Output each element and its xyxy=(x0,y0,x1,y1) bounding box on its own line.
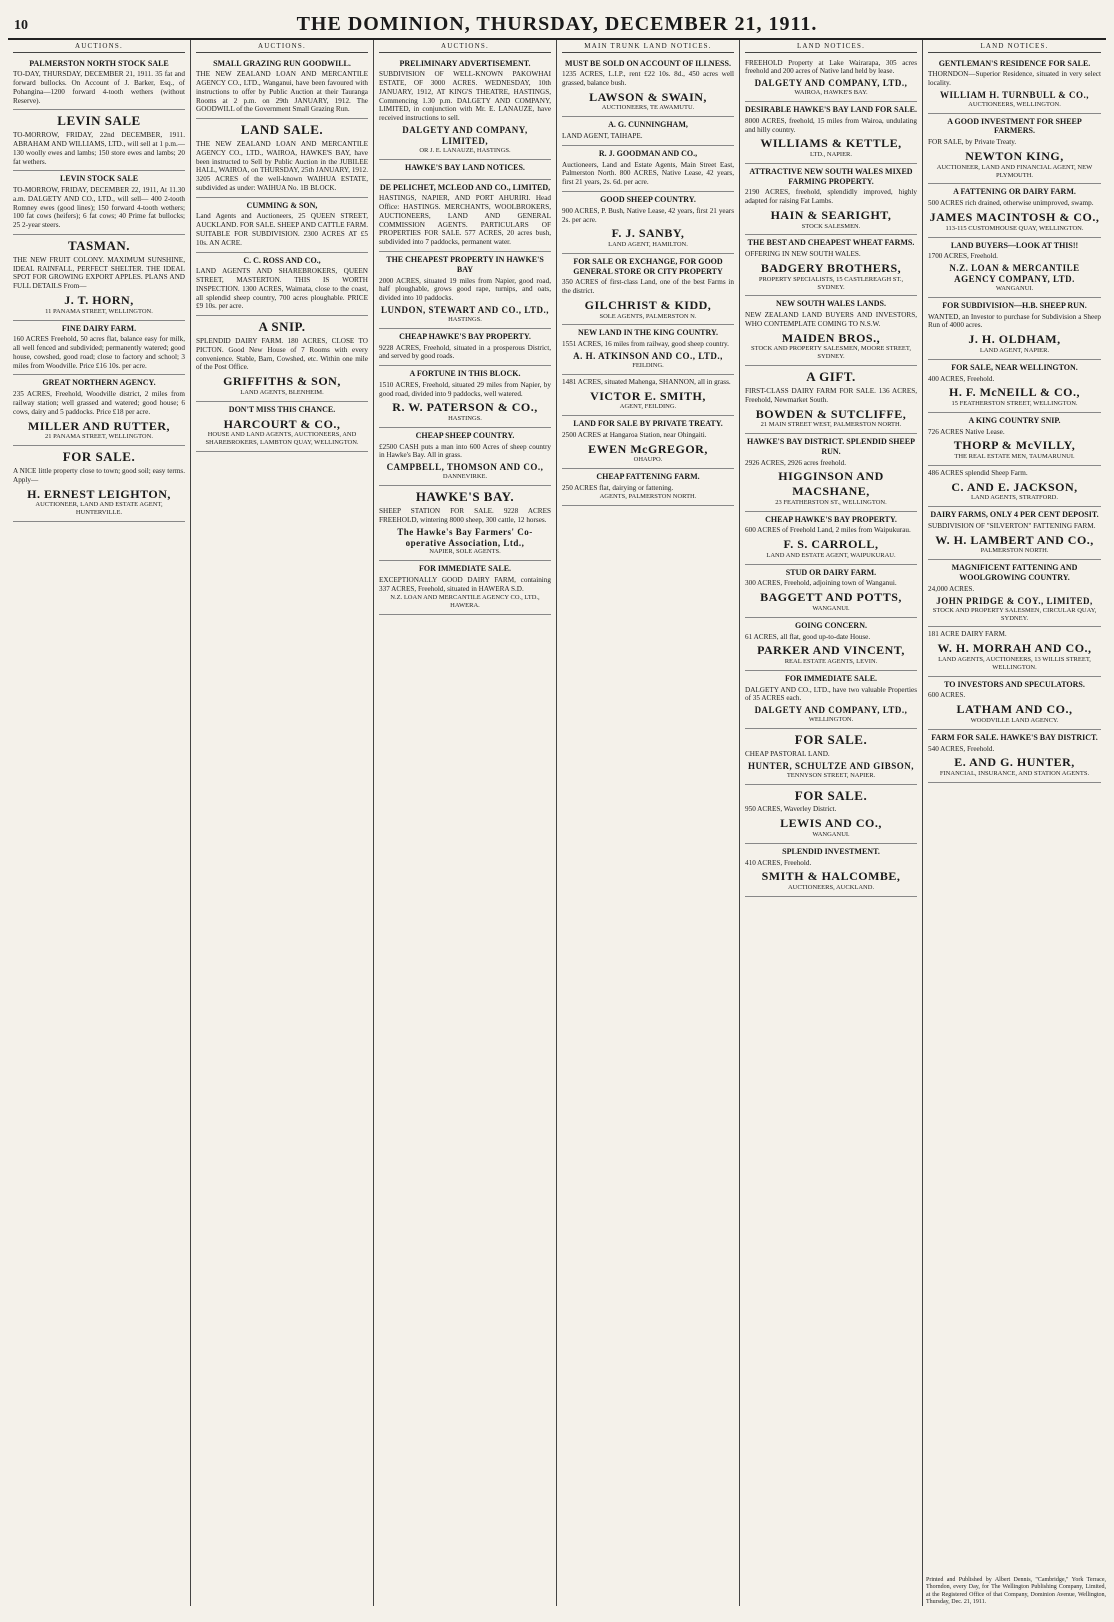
advertisement xyxy=(562,325,734,374)
advertisement xyxy=(745,512,917,565)
ad-title: HAWKE'S BAY LAND NOTICES. xyxy=(405,162,525,172)
ad-firm-name: JOHN PRIDGE & COY., LIMITED, xyxy=(936,595,1093,606)
columns xyxy=(8,40,1106,1606)
ad-body: OFFERING IN NEW SOUTH WALES. xyxy=(745,250,861,259)
advertisement xyxy=(562,469,734,505)
ad-body: 600 ACRES. xyxy=(928,691,966,700)
ad-firm-name: DALGETY AND COMPANY, LTD., xyxy=(754,78,908,89)
ad-firm-name: J. H. OLDHAM, xyxy=(968,332,1061,347)
advertisement xyxy=(13,446,185,522)
advertisement xyxy=(745,729,917,785)
advertisement xyxy=(379,366,551,428)
advertisement xyxy=(379,329,551,366)
ad-title: GOOD SHEEP COUNTRY. xyxy=(600,195,696,205)
advertisement xyxy=(928,238,1101,298)
ad-title: DE PELICHET, MCLEOD AND CO., LIMITED, xyxy=(379,182,551,192)
ad-title: FOR SALE. xyxy=(62,449,136,465)
advertisement xyxy=(379,428,551,486)
ad-title: CHEAP FATTENING FARM. xyxy=(596,472,700,482)
advertisement xyxy=(928,184,1101,237)
ad-firm-name: LAWSON & SWAIN, xyxy=(589,89,707,104)
ad-body: SHEEP STATION FOR SALE. 9228 ACRES FREEHOLD, wintering 8000 sheep, 300 cattle, 12 horses. xyxy=(379,506,551,524)
ad-title: SPLENDID INVESTMENT. xyxy=(782,846,880,856)
ad-firm-name: W. H. LAMBERT AND CO., xyxy=(935,532,1094,547)
advertisement xyxy=(562,416,734,469)
advertisement xyxy=(13,235,185,321)
ad-address: WAIROA, HAWKE'S BAY. xyxy=(794,89,868,97)
ad-body: Land Agents and Auctioneers, 25 QUEEN STREET, AUCKLAND. FOR SALE. SHEEP AND CATTLE FARM. SUITABLE FOR SUBDIVISION. 2300 ACRES AT £5 10s. AN ACRE. xyxy=(196,212,368,247)
ad-body: SUBDIVISION OF WELL-KNOWN PAKOWHAI ESTATE, OF 3000 ACRES. WEDNESDAY, 10th JANUARY, 1912, AT KING'S THEATRE, HASTINGS, Commencing 1.30 p.m. DALGETY AND COMPANY, LIMITED, in conjunction with Mr. E. LANAUZE, have received instructions to sell. xyxy=(379,70,551,123)
ad-body: CHEAP PASTORAL LAND. xyxy=(745,749,830,758)
ad-address: N.Z. LOAN AND MERCANTILE AGENCY CO., LTD., HAWERA. xyxy=(390,593,540,609)
advertisement xyxy=(745,844,917,897)
advertisement xyxy=(928,114,1101,185)
ad-firm-name: E. AND G. HUNTER, xyxy=(954,755,1075,770)
advertisement xyxy=(196,119,368,198)
ad-firm-name: HIGGINSON AND MACSHANE, xyxy=(778,469,884,499)
advertisement xyxy=(928,56,1101,114)
advertisement xyxy=(562,146,734,192)
ad-title: SMALL GRAZING RUN GOODWILL. xyxy=(213,58,351,68)
ad-body: 250 ACRES flat, dairying or fattening. xyxy=(562,484,674,493)
ad-firm-name: R. W. PATERSON & CO., xyxy=(392,400,538,415)
ad-body: 1700 ACRES, Freehold. xyxy=(928,252,998,261)
ad-body: A NICE little property close to town; good soil; easy terms. Apply— xyxy=(13,466,185,484)
ad-title: THE CHEAPEST PROPERTY IN HAWKE'S BAY xyxy=(386,255,544,274)
ad-address: 15 FEATHERSTON STREET, WELLINGTON. xyxy=(951,399,1078,407)
ad-firm-name: The Hawke's Bay Farmers' Co-operative Association, Ltd., xyxy=(397,526,533,548)
advertisement xyxy=(379,160,551,180)
ad-body: 540 ACRES, Freehold. xyxy=(928,744,995,753)
ad-title: LAND SALE. xyxy=(240,122,324,138)
ad-firm-name: BOWDEN & SUTCLIFFE, xyxy=(755,406,907,421)
ad-address: 113-115 CUSTOMHOUSE QUAY, WELLINGTON. xyxy=(945,224,1084,232)
ad-body: HASTINGS, NAPIER, AND PORT AHURIRI. Head Office: HASTINGS. MERCHANTS, WOOLBROKERS, AUCTIONEERS, LAND AND GENERAL COMMISSION AGENTS. PARTICULARS OF PROPERTIES FOR SALE. 577 ACRES, 20 acres bush, subdivided into 7 paddocks, permanent water. xyxy=(379,194,551,247)
ad-address: FINANCIAL, INSURANCE, AND STATION AGENTS. xyxy=(939,769,1090,777)
ad-firm-name: DALGETY AND COMPANY, LIMITED, xyxy=(402,124,528,146)
ad-body: 160 ACRES Freehold, 50 acres flat, balance easy for milk, all well fenced and subdivided; permanently watered; good house, cowshed, good road; close to factory and school; 3 miles from Woodville. Price £16 10s. per acre. xyxy=(13,335,185,370)
ad-title: ATTRACTIVE NEW SOUTH WALES MIXED FARMING PROPERTY. xyxy=(749,166,913,186)
ad-address: AGENTS, PALMERSTON NORTH. xyxy=(599,492,697,500)
ad-body: LAND AGENT, TAIHAPE. xyxy=(562,132,643,141)
ad-body: EXCEPTIONALLY GOOD DAIRY FARM, containing 337 ACRES, Freehold, situated in HAWERA S.D. xyxy=(379,576,551,593)
advertisement xyxy=(745,618,917,671)
newspaper-page xyxy=(8,8,1106,1606)
ad-title: DESIRABLE HAWKE'S BAY LAND FOR SALE. xyxy=(745,104,917,114)
ad-firm-name: WILLIAM H. TURNBULL & CO., xyxy=(939,89,1090,100)
ad-firm-name: J. T. HORN, xyxy=(64,293,134,308)
ad-title: FOR IMMEDIATE SALE. xyxy=(418,564,512,574)
advertisement xyxy=(745,296,917,366)
ad-body: 900 ACRES, P. Bush, Native Lease, 42 years, first 21 years 2s. per acre. xyxy=(562,206,734,224)
advertisement xyxy=(928,627,1101,676)
ad-firm-name: JAMES MACINTOSH & CO., xyxy=(929,210,1100,225)
ad-body: TO-MORROW, FRIDAY, DECEMBER 22, 1911, At 11.30 a.m. DALGETY AND CO., LTD., will sell— 400 2-tooth Romney ewes (good lines); 150 forward 4-tooth wethers; 100 fat cows (heifers); 6 fat cows; 40 Prime fat bullocks; 25 2-year steers. xyxy=(13,186,185,230)
ad-title: NEW SOUTH WALES LANDS. xyxy=(776,299,886,309)
ad-body: 1481 ACRES, situated Mahenga, SHANNON, all in grass. xyxy=(562,377,731,386)
ad-body: 235 ACRES, Freehold, Woodville district, 2 miles from railway station; well grassed and watered; good house; 6 cows, dairy and 5 paddocks. Price £18 per acre. xyxy=(13,390,185,416)
advertisement xyxy=(562,192,734,254)
ad-title: MAGNIFICENT FATTENING AND WOOLGROWING COUNTRY. xyxy=(951,563,1078,583)
ad-body: 2500 ACRES at Hangaroa Station, near Ohingaiti. xyxy=(562,430,707,439)
ad-body: TO-MORROW, FRIDAY, 22nd DECEMBER, 1911. ABRAHAM AND WILLIAMS, LTD., will sell at 1 p.m.— 130 woolly ewes and lambs; 150 store ewes and lambs; 20 fat wethers. xyxy=(13,131,185,166)
advertisement xyxy=(196,402,368,452)
advertisement xyxy=(13,321,185,376)
advertisement xyxy=(196,316,368,402)
ad-body: LAND AGENTS AND SHAREBROKERS, QUEEN STREET, MASTERTON. THIS IS WORTH INSPECTION. 1300 ACRES, Waimata, close to the coast, all splendid sheep country, 700 acres ploughable. PRICE £9 10s. per acre. xyxy=(196,267,368,311)
ad-title: CUMMING & SON, xyxy=(246,200,318,210)
ad-firm-name: F. S. CARROLL, xyxy=(783,537,879,552)
ad-address: STOCK AND PROPERTY SALESMEN, CIRCULAR QUAY, SYDNEY. xyxy=(932,606,1097,622)
ad-title: FOR SALE OR EXCHANGE, FOR GOOD GENERAL STORE OR CITY PROPERTY xyxy=(573,256,723,276)
ad-address: STOCK SALESMEN. xyxy=(801,222,861,230)
ad-title: A. G. CUNNINGHAM, xyxy=(608,120,688,130)
advertisement xyxy=(379,56,551,160)
ad-address: AUCTIONEERS, WELLINGTON. xyxy=(968,100,1061,108)
ad-address: HASTINGS. xyxy=(448,415,482,422)
ad-title: NEW LAND IN THE KING COUNTRY. xyxy=(577,328,719,338)
ad-body: 181 ACRE DAIRY FARM. xyxy=(928,630,1007,639)
ad-title: A SNIP. xyxy=(258,319,306,335)
ad-body: 726 ACRES Native Lease. xyxy=(928,427,1005,436)
ad-address: LAND AGENT, NAPIER. xyxy=(979,346,1050,354)
ad-title: GOING CONCERN. xyxy=(794,620,867,630)
page-number: 10 xyxy=(14,18,28,33)
ad-address: HASTINGS. xyxy=(448,315,482,323)
advertisement xyxy=(745,671,917,729)
advertisement xyxy=(928,413,1101,466)
ad-title: DAIRY FARMS, ONLY 4 PER CENT DEPOSIT. xyxy=(930,510,1099,520)
ad-title: A GOOD INVESTMENT FOR SHEEP FARMERS. xyxy=(947,116,1082,136)
ad-title: THE BEST AND CHEAPEST WHEAT FARMS. xyxy=(747,238,915,248)
ad-body: 2926 ACRES, 2926 acres freehold. xyxy=(745,458,847,467)
ad-body: 1235 ACRES, L.I.P., rent £22 10s. 8d., 450 acres well grassed, balance bush. xyxy=(562,70,734,88)
advertisement xyxy=(745,785,917,844)
ad-address: AUCTIONEERS, AUCKLAND. xyxy=(787,883,875,891)
column-heading: AUCTIONS. xyxy=(13,42,185,53)
ad-firm-name: H. F. McNEILL & CO., xyxy=(949,385,1080,400)
ad-address: LAND AGENTS, STRATFORD. xyxy=(970,494,1059,502)
ad-firm-name: A. H. ATKINSON AND CO., LTD., xyxy=(573,351,723,362)
ad-body: 400 ACRES, Freehold. xyxy=(928,374,995,383)
advertisement xyxy=(562,117,734,146)
ad-body: 24,000 ACRES. xyxy=(928,584,975,593)
ad-title: PALMERSTON NORTH STOCK SALE xyxy=(29,58,169,68)
ad-address: AUCTIONEERS, TE AWAMUTU. xyxy=(601,104,695,112)
ad-body: NEW ZEALAND LAND BUYERS AND INVESTORS, WHO CONTEMPLATE COMING TO N.S.W. xyxy=(745,311,917,328)
ad-firm-name: HARCOURT & CO., xyxy=(223,416,341,431)
advertisement xyxy=(562,375,734,416)
ad-address: PROPERTY SPECIALISTS, 15 CASTLEREAGH ST., SYDNEY. xyxy=(758,275,904,291)
ad-title: MUST BE SOLD ON ACCOUNT OF ILLNESS. xyxy=(565,58,731,68)
ad-firm-name: LEWIS AND CO., xyxy=(780,816,882,831)
advertisement xyxy=(379,180,551,252)
ad-title: FOR SALE. xyxy=(794,787,868,803)
ad-body: THE NEW ZEALAND LOAN AND MERCANTILE AGENCY CO., LTD., WAIROA, HAWKE'S BAY, have been instructed to Sell by Public Auction in the JUBILEE HALL, WAIROA, on THURSDAY, 25th JANUARY, 1912. 3205 ACRES of the well-known WAIHUA ESTATE, subdivided as under: WAIHUA No. 1B BLOCK. xyxy=(196,140,368,192)
ad-title: FOR SALE. xyxy=(794,732,868,748)
ad-firm-name: N.Z. LOAN & MERCANTILE AGENCY COMPANY, LTD. xyxy=(949,263,1080,285)
ad-title: FOR SALE, NEAR WELLINGTON. xyxy=(951,362,1078,372)
ad-address: 11 PANAMA STREET, WELLINGTON. xyxy=(45,307,153,315)
ad-address: DANNEVIRKE. xyxy=(442,473,488,481)
ad-title: R. J. GOODMAN AND CO., xyxy=(598,148,698,158)
column-6 xyxy=(923,40,1106,1606)
ad-title: A KING COUNTRY SNIP. xyxy=(968,415,1061,425)
ad-address: LAND AGENTS, AUCTIONEERS, 13 WILLIS STREET, WELLINGTON. xyxy=(938,655,1091,671)
ad-body: 1551 ACRES, 16 miles from railway, good sheep country. xyxy=(562,340,729,349)
ad-firm-name: PARKER AND VINCENT, xyxy=(757,643,905,658)
ad-body: SUBDIVISION OF "SILVERTON" FATTENING FARM. xyxy=(928,522,1096,531)
advertisement xyxy=(13,56,185,111)
ad-address: FEILDING. xyxy=(632,361,664,369)
ad-body: 1510 ACRES, Freehold, situated 29 miles from Napier, by good road, divided into 9 paddocks, well watered. xyxy=(379,380,551,398)
ad-body: 8000 ACRES, freehold, 15 miles from Wairoa, undulating and hilly country. xyxy=(745,116,917,134)
ad-firm-name: W. H. MORRAH AND CO., xyxy=(937,641,1092,656)
ad-address: 21 PANAMA STREET, WELLINGTON. xyxy=(45,433,153,441)
ad-address: 23 FEATHERSTON ST., WELLINGTON. xyxy=(775,498,887,506)
advertisement xyxy=(379,486,551,561)
ad-title: LAND FOR SALE BY PRIVATE TREATY. xyxy=(573,419,723,429)
ad-firm-name: HAIN & SEARIGHT, xyxy=(770,207,892,222)
masthead xyxy=(8,8,1106,40)
advertisement xyxy=(745,102,917,164)
ad-address: THE REAL ESTATE MEN, TAUMARUNUI. xyxy=(954,453,1075,461)
ad-address: AUCTIONEER, LAND AND FINANCIAL AGENT, NEW PLYMOUTH. xyxy=(936,163,1093,179)
ad-title: C. C. ROSS AND CO., xyxy=(243,255,321,265)
ad-title: A FORTUNE IN THIS BLOCK. xyxy=(409,369,521,379)
ad-address: WANGANUI. xyxy=(812,604,850,612)
ad-address: WANGANUI. xyxy=(995,285,1034,293)
ad-body: 2000 ACRES, situated 19 miles from Napier, good road, half ploughable, grows good rape, turnips, and oats, divided into 10 paddocks. xyxy=(379,276,551,303)
ad-body: 300 ACRES, Freehold, adjoining town of Wanganui. xyxy=(745,579,897,588)
ad-body: Auctioneers, Land and Estate Agents, Main Street East, Palmerston North. 800 ACRES, Native Lease, 42 years, first 21 years, 2s. 6d. per acre. xyxy=(562,160,734,187)
ad-body: 350 ACRES of first-class Land, one of the best Farms in the district. xyxy=(562,278,734,296)
advertisement xyxy=(745,56,917,102)
ad-firm-name: HUNTER, SCHULTZE AND GIBSON, xyxy=(748,760,914,771)
ad-address: TENNYSON STREET, NAPIER. xyxy=(786,771,876,779)
advertisement xyxy=(928,466,1101,507)
ad-address: PALMERSTON NORTH. xyxy=(980,547,1049,555)
ad-title: TASMAN. xyxy=(67,238,131,254)
ad-firm-name: WILLIAMS & KETTLE, xyxy=(760,136,902,151)
ad-title: GREAT NORTHERN AGENCY. xyxy=(42,378,156,388)
column-1 xyxy=(8,40,191,1606)
ad-body: 9228 ACRES, Freehold, situated in a prosperous District, and served by good roads. xyxy=(379,343,551,361)
ad-body: 950 ACRES, Waverley District. xyxy=(745,805,837,814)
ad-title: CHEAP HAWKE'S BAY PROPERTY. xyxy=(399,331,531,341)
ad-address: NAPIER, SOLE AGENTS. xyxy=(429,548,501,556)
ad-title: GENTLEMAN'S RESIDENCE FOR SALE. xyxy=(938,58,1091,68)
ad-body: FIRST-CLASS DAIRY FARM FOR SALE. 136 ACRES, Freehold, Newmarket South. xyxy=(745,387,917,404)
column-heading: AUCTIONS. xyxy=(196,42,368,53)
ad-firm-name: CAMPBELL, THOMSON AND CO., xyxy=(386,462,544,473)
ad-address: REAL ESTATE AGENTS, LEVIN. xyxy=(784,657,878,665)
advertisement xyxy=(928,677,1101,730)
ad-firm-name: NEWTON KING, xyxy=(965,149,1064,164)
ad-body: THE NEW FRUIT COLONY. MAXIMUM SUNSHINE, IDEAL RAINFALL, PERFECT SHELTER. THE IDEAL SPOT FOR GROWING EXPORT APPLES. PLANS AND FULL DETAILS From— xyxy=(13,255,185,291)
ad-title: A GIFT. xyxy=(806,369,856,385)
advertisement xyxy=(196,56,368,120)
ad-body: FREEHOLD Property at Lake Wairarapa, 305 acres freehold and 200 acres of Native land held by lease. xyxy=(745,58,917,76)
column-3 xyxy=(374,40,557,1606)
ad-firm-name: SMITH & HALCOMBE, xyxy=(761,869,901,884)
ad-body: 486 ACRES splendid Sheep Farm. xyxy=(928,468,1028,477)
ad-firm-name: MILLER AND RUTTER, xyxy=(27,418,171,433)
ad-body: 61 ACRES, all flat, good up-to-date House. xyxy=(745,632,871,641)
ad-address: OHAUPO. xyxy=(633,456,663,464)
ad-body: THE NEW ZEALAND LOAN AND MERCANTILE AGENCY CO., LTD., Wanganui, have been favoured with instructions to offer by Public Auction at their Tauranga Rooms at 2 p.m. on 29th JANUARY, 1912. The GOODWILL of the Government Small Grazing Run. xyxy=(196,70,368,114)
advertisement xyxy=(928,298,1101,360)
ad-firm-name: C. AND E. JACKSON, xyxy=(951,479,1078,494)
ad-firm-name: DALGETY AND COMPANY, LTD., xyxy=(754,705,908,716)
ad-title: LAND BUYERS—LOOK AT THIS!! xyxy=(950,240,1079,250)
ad-firm-name: LATHAM AND CO., xyxy=(956,702,1073,717)
ad-title: FARM FOR SALE. HAWKE'S BAY DISTRICT. xyxy=(931,732,1098,742)
ad-address: STOCK AND PROPERTY SALESMEN, MOORE STREET, SYDNEY. xyxy=(750,345,912,361)
ad-address: AGENT, FEILDING. xyxy=(619,403,677,411)
ad-firm-name: GILCHRIST & KIDD, xyxy=(584,297,712,312)
column-heading: LAND NOTICES. xyxy=(928,42,1101,53)
column-2 xyxy=(191,40,374,1606)
advertisement xyxy=(928,507,1101,560)
advertisement xyxy=(745,434,917,511)
column-4 xyxy=(557,40,740,1606)
advertisement xyxy=(379,561,551,614)
advertisement xyxy=(13,171,185,235)
ad-firm-name: VICTOR E. SMITH, xyxy=(590,388,706,403)
ad-firm-name: H. ERNEST LEIGHTON, xyxy=(27,486,171,501)
ad-title: HAWKE'S BAY. xyxy=(415,489,515,505)
ad-title: FOR SUBDIVISION—H.B. SHEEP RUN. xyxy=(942,300,1087,310)
ad-body: FOR SALE, by Private Treaty. xyxy=(928,138,1017,147)
advertisement xyxy=(928,560,1101,627)
ad-address: LAND AGENTS, BLENHEIM. xyxy=(240,388,324,396)
advertisement xyxy=(379,252,551,329)
advertisement xyxy=(745,235,917,296)
ad-firm-name: F. J. SANBY, xyxy=(611,226,685,241)
advertisement xyxy=(562,56,734,118)
ad-address: SOLE AGENTS, PALMERSTON N. xyxy=(599,312,697,320)
ad-title: HAWKE'S BAY DISTRICT. SPLENDID SHEEP RUN. xyxy=(747,437,915,456)
ad-title: DON'T MISS THIS CHANCE. xyxy=(228,404,336,414)
ad-body: SPLENDID DAIRY FARM. 180 ACRES, CLOSE TO PICTON. Good New House of 7 Rooms with every convenience. Stable, Barn, Cowshed, etc. Within one mile of the Post Office. xyxy=(196,337,368,372)
ad-title: PRELIMINARY ADVERTISEMENT. xyxy=(399,58,531,68)
ad-address: LAND AND ESTATE AGENT, WAIPUKURAU. xyxy=(766,551,896,559)
ad-title: TO INVESTORS AND SPECULATORS. xyxy=(944,679,1085,689)
ad-address: 21 MAIN STREET WEST, PALMERSTON NORTH. xyxy=(760,421,902,429)
ad-firm-name: THORP & McVILLY, xyxy=(953,438,1076,453)
ad-firm-name: GRIFFITHS & SON, xyxy=(223,374,341,389)
ad-address: WELLINGTON. xyxy=(808,716,854,724)
imprint: Printed and Published by Albert Dennis, "Cambridge," York Terrace, Thorndon, every Day, for The Wellington Publishing Company, Limited, at the Registered Office of that Company, Dominion Avenue, Wellington, Thursday, Dec. 21, 1911. xyxy=(926,1577,1106,1605)
advertisement xyxy=(928,730,1101,783)
ad-address: LTD., NAPIER. xyxy=(809,150,852,158)
column-heading: MAIN TRUNK LAND NOTICES. xyxy=(562,42,734,53)
advertisement xyxy=(745,164,917,236)
ad-title: STUD OR DAIRY FARM. xyxy=(785,567,877,577)
ad-address: WOODVILLE LAND AGENCY. xyxy=(970,716,1059,724)
ad-body: WANTED, an Investor to purchase for Subdivision a Sheep Run of 4000 acres. xyxy=(928,312,1101,330)
ad-title: LEVIN SALE xyxy=(57,113,141,129)
advertisement xyxy=(928,360,1101,413)
ad-address: HOUSE AND LAND AGENTS, AUCTIONEERS, AND SHAREBROKERS, LAMBTON QUAY, WELLINGTON. xyxy=(205,431,359,447)
advertisement xyxy=(13,375,185,446)
ad-body: £2500 CASH puts a man into 600 Acres of sheep country in Hawke's Bay. All in grass. xyxy=(379,442,551,460)
ad-address: WANGANUI. xyxy=(812,830,850,838)
ad-title: FINE DAIRY FARM. xyxy=(61,323,137,333)
ad-address: OR J. E. LANAUZE, HASTINGS. xyxy=(419,146,511,154)
newspaper-title: THE DOMINION, THURSDAY, DECEMBER 21, 1911. xyxy=(296,13,818,35)
advertisement xyxy=(745,565,917,618)
ad-title: A FATTENING OR DAIRY FARM. xyxy=(953,187,1076,197)
advertisement xyxy=(562,254,734,326)
advertisement xyxy=(196,198,368,253)
advertisement xyxy=(196,253,368,317)
ad-firm-name: BADGERY BROTHERS, xyxy=(760,260,902,275)
ad-firm-name: LUNDON, STEWART AND CO., LTD., xyxy=(381,304,549,315)
ad-title: CHEAP SHEEP COUNTRY. xyxy=(415,430,515,440)
ad-body: TO-DAY, THURSDAY, DECEMBER 21, 1911. 35 fat and forward bullocks. On Account of J. Barker, Esq., of Pohangina—1200 forward 4-tooth wethers (without Reserve). xyxy=(13,70,185,105)
ad-body: 410 ACRES, Freehold. xyxy=(745,858,812,867)
ad-body: THORNDON—Superior Residence, situated in very select locality. xyxy=(928,70,1101,88)
ad-firm-name: EWEN McGREGOR, xyxy=(588,441,708,456)
ad-body: 500 ACRES rich drained, otherwise unimproved, swamp. xyxy=(928,199,1094,208)
ad-title: FOR IMMEDIATE SALE. xyxy=(784,673,878,683)
ad-body: DALGETY AND CO., LTD., have two valuable Properties of 35 ACRES each. xyxy=(745,685,917,703)
advertisement xyxy=(745,366,917,434)
ad-body: 600 ACRES of Freehold Land, 2 miles from Waipukurau. xyxy=(745,526,911,535)
ad-address: AUCTIONEER, LAND AND ESTATE AGENT, HUNTERVILLE. xyxy=(35,501,163,517)
ad-address: LAND AGENT, HAMILTON. xyxy=(608,240,688,248)
ad-firm-name: MAIDEN BROS., xyxy=(781,330,881,345)
ad-firm-name: BAGGETT AND POTTS, xyxy=(760,590,902,605)
ad-title: LEVIN STOCK SALE xyxy=(59,174,139,184)
advertisement xyxy=(13,110,185,171)
ad-body: 2190 ACRES, freehold, splendidly improved, highly adapted for raising Fat Lambs. xyxy=(745,188,917,206)
column-5 xyxy=(740,40,923,1606)
ad-title: CHEAP HAWKE'S BAY PROPERTY. xyxy=(765,514,897,524)
column-heading: AUCTIONS. xyxy=(379,42,551,53)
column-heading: LAND NOTICES. xyxy=(745,42,917,53)
